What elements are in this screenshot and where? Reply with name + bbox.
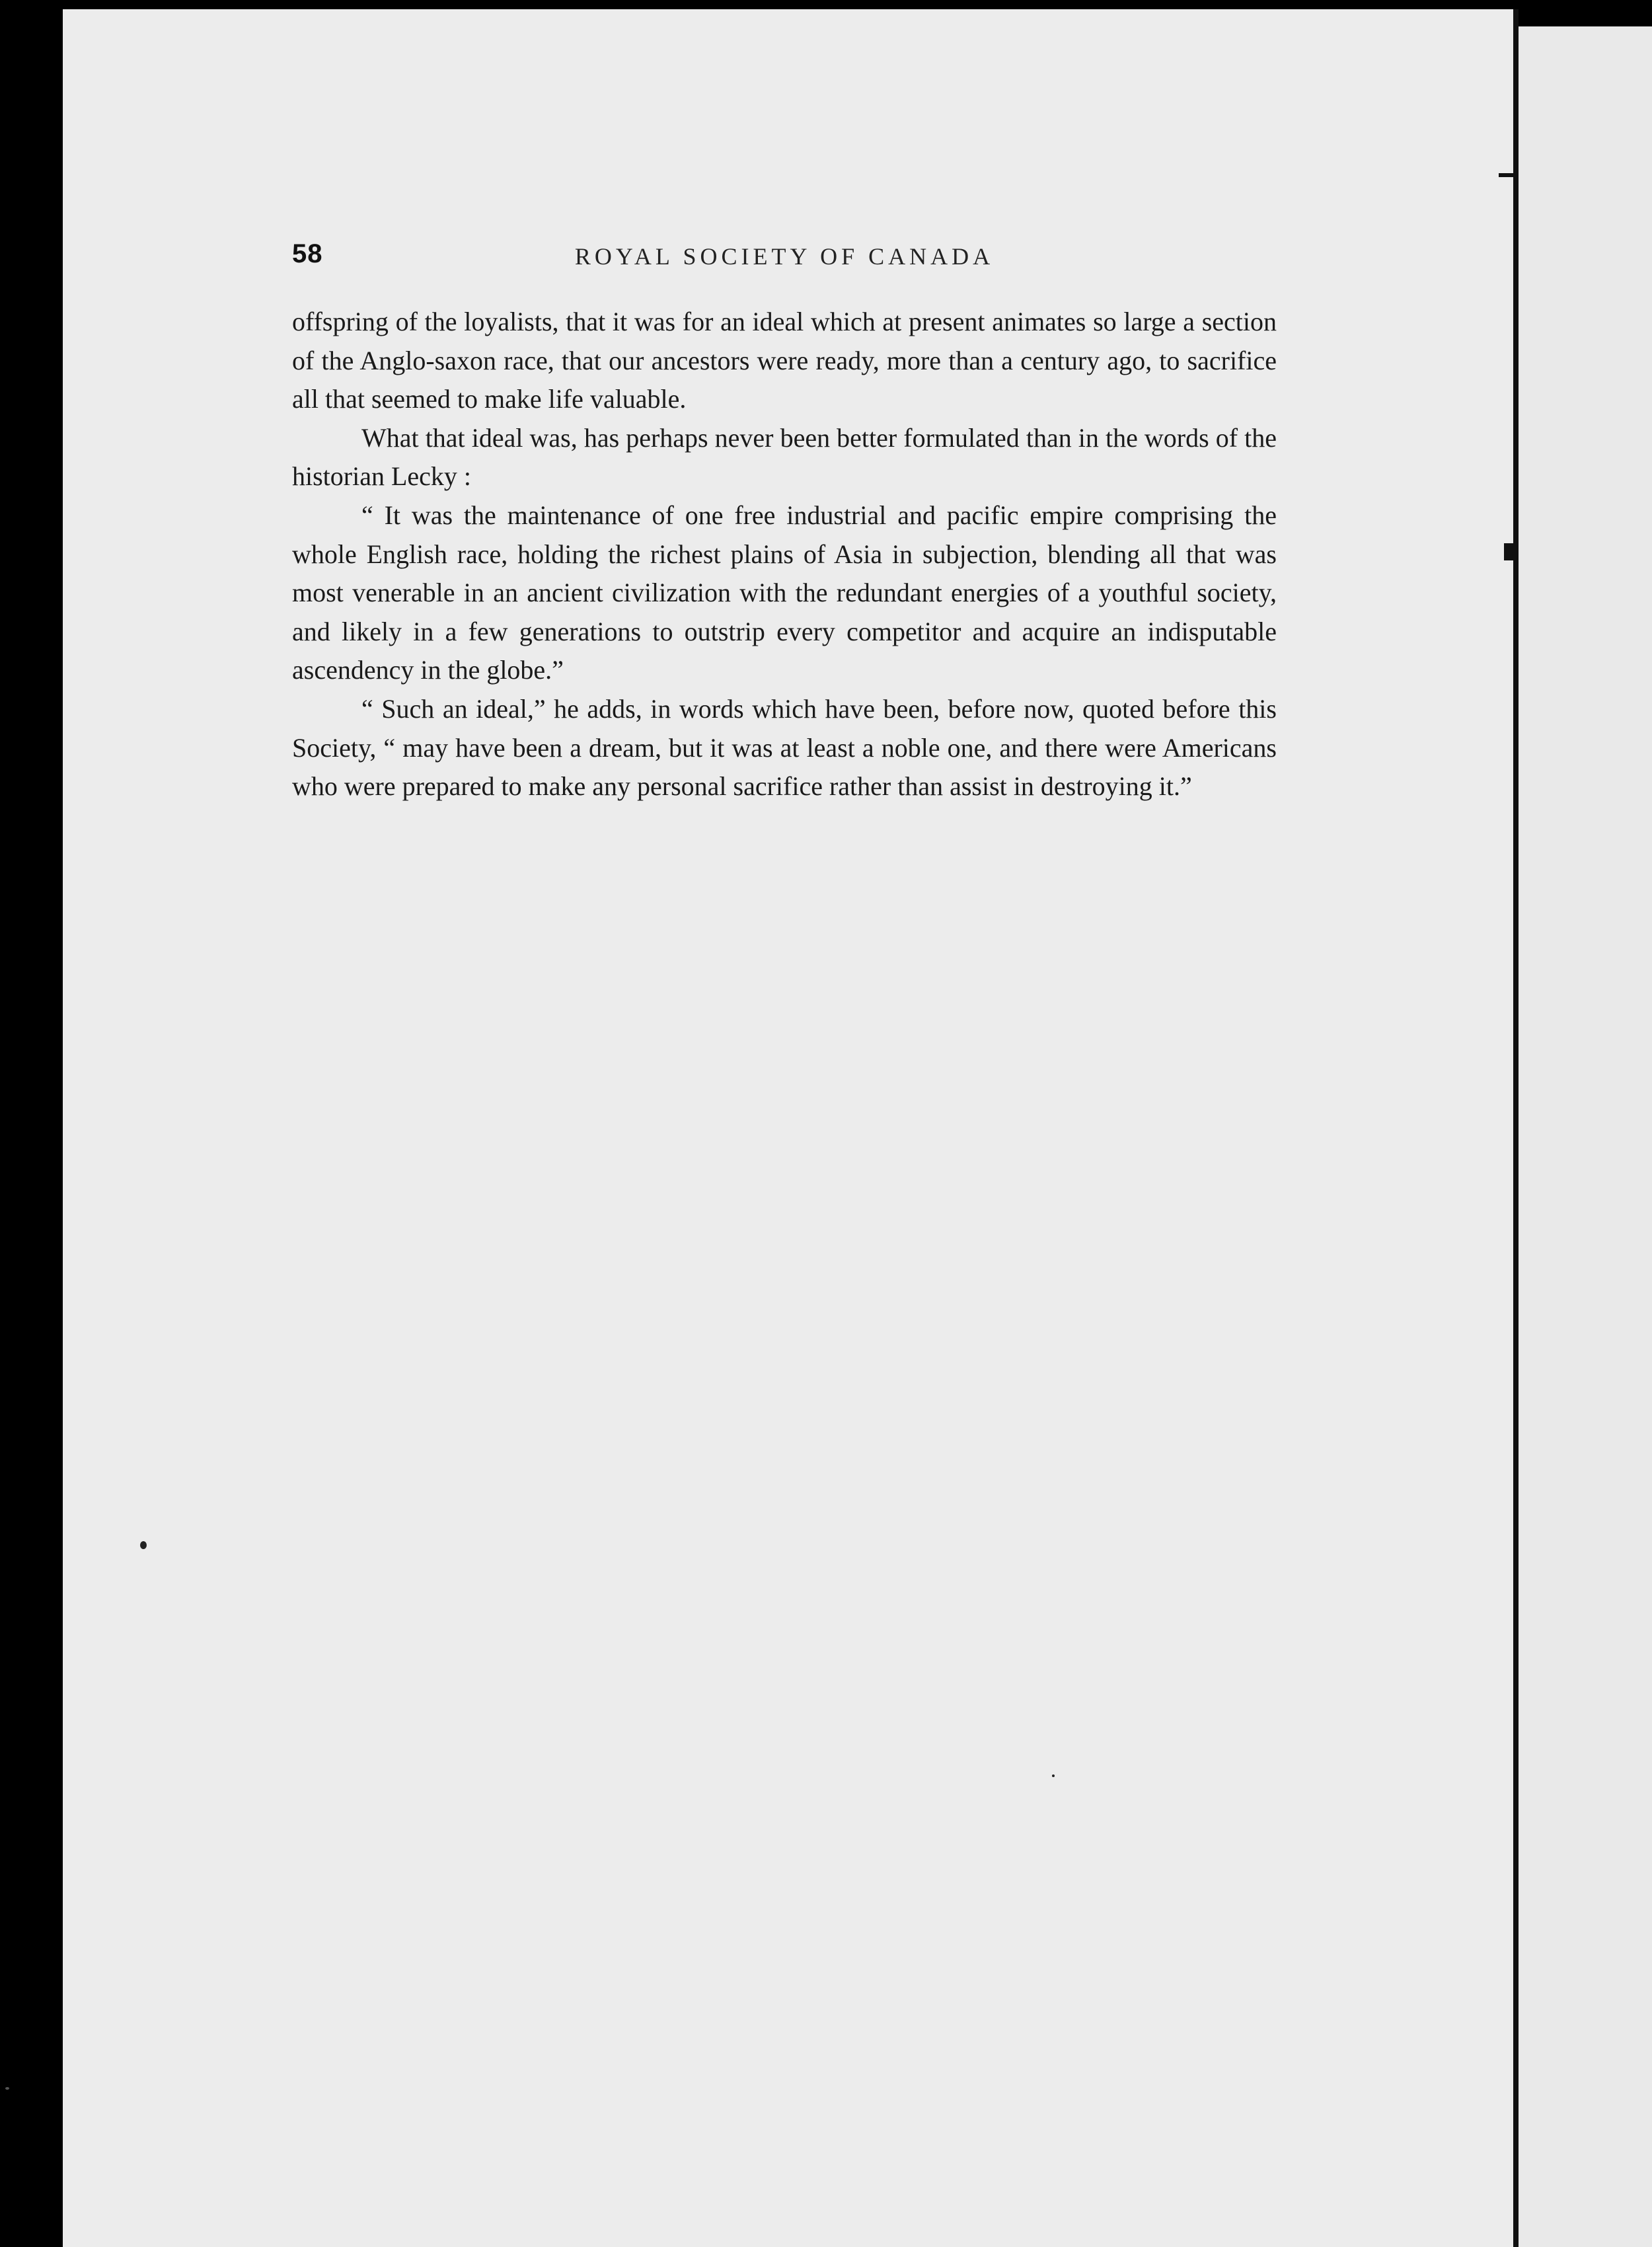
running-title: ROYAL SOCIETY OF CANADA bbox=[574, 243, 995, 270]
gutter-mark bbox=[1504, 543, 1513, 560]
scan-speck bbox=[5, 2087, 9, 2090]
scan-speck bbox=[1052, 1774, 1055, 1777]
gutter-mark bbox=[1499, 173, 1519, 177]
page-number: 58 bbox=[292, 239, 323, 268]
book-gutter bbox=[1513, 9, 1519, 2247]
scan-speck bbox=[140, 1541, 147, 1549]
paragraph: What that ideal was, has perhaps never been better formulated than in the words of the historian Lecky : bbox=[292, 422, 1277, 492]
body-text bbox=[292, 303, 1277, 806]
quotation-paragraph: “ It was the maintenance of one free industrial and pacific empire comprising the whole English race, holding the richest plains of Asia in subjection, blending all that was most venerable in an ancient civilization with the redundant energies of a youthful society, and likely in a few generations to outstrip every competitor and acquire an indisputable ascendency in the globe.” bbox=[292, 500, 1277, 685]
quotation-paragraph: “ Such an ideal,” he adds, in words which have been, before now, quoted before this Society, “ may have been a dream, but it was at least a noble one, and there were Americans who were prepared to make any personal sacrifice rather than assist in destroying it.” bbox=[292, 693, 1277, 802]
adjacent-page-edge bbox=[1519, 26, 1652, 2247]
paragraph: offspring of the loyalists, that it was for an ideal which at present animates so large a section of the Anglo-saxon race, that our ancestors were ready, more than a century ago, to sacrifice all that seemed to make life valuable. bbox=[292, 307, 1277, 414]
running-head bbox=[292, 239, 1277, 279]
